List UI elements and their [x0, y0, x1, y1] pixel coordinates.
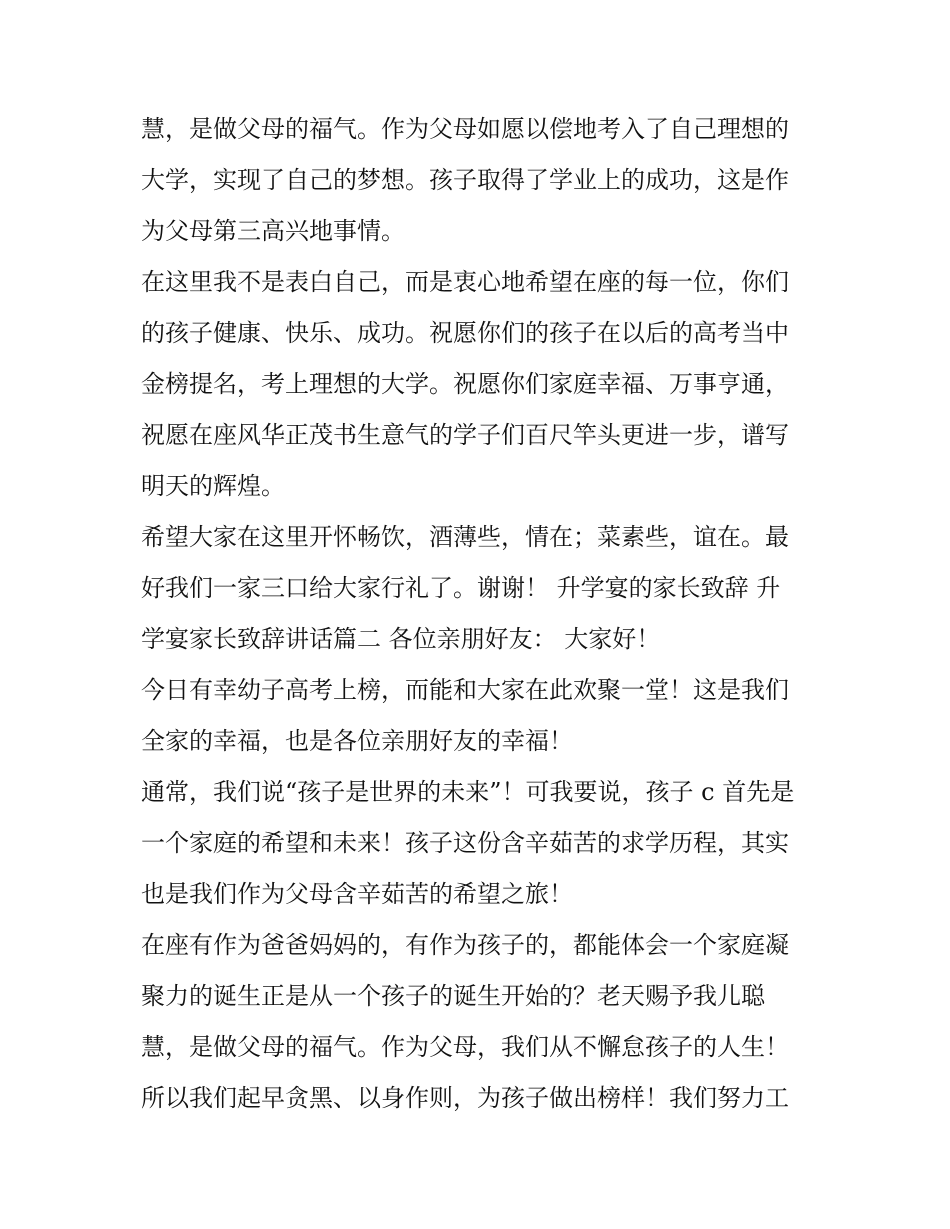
- document-body: [141, 104, 821, 1124]
- text-line: 明天的辉煌。: [141, 472, 285, 500]
- text-line: 通常，我们说“孩子是世界的未来”！可我要说，孩子 c 首先是: [141, 778, 795, 806]
- text-line: 全家的幸福，也是各位亲朋好友的幸福！: [141, 727, 573, 755]
- text-line: 聚力的诞生正是从一个孩子的诞生开始的？老天赐予我儿聪: [141, 982, 765, 1010]
- text-line: 慧，是做父母的福气。作为父母，我们从不懈怠孩子的人生！: [141, 1033, 789, 1061]
- text-line: 一个家庭的希望和未来！孩子这份含辛茹苦的求学历程，其实: [141, 829, 789, 857]
- text-line: 大学，实现了自己的梦想。孩子取得了学业上的成功，这是作: [141, 166, 789, 194]
- text-line: 所以我们起早贪黑、以身作则，为孩子做出榜样！我们努力工: [141, 1084, 789, 1112]
- text-line: 的孩子健康、快乐、成功。祝愿你们的孩子在以后的高考当中: [141, 319, 789, 347]
- text-line: 祝愿在座风华正茂书生意气的学子们百尺竿头更进一步，谱写: [141, 421, 789, 449]
- text-line: 希望大家在这里开怀畅饮，酒薄些，情在；菜素些，谊在。最: [141, 523, 789, 551]
- text-line: 学宴家长致辞讲话篇二 各位亲朋好友： 大家好！: [141, 625, 661, 653]
- text-line: 金榜提名，考上理想的大学。祝愿你们家庭幸福、万事亨通，: [141, 370, 789, 398]
- text-line: 好我们一家三口给大家行礼了。谢谢！ 升学宴的家长致辞 升: [141, 574, 781, 602]
- text-line: 今日有幸幼子高考上榜，而能和大家在此欢聚一堂！这是我们: [141, 676, 789, 704]
- text-line: 也是我们作为父母含辛茹苦的希望之旅！: [141, 880, 573, 908]
- text-line: 在这里我不是表白自己，而是衷心地希望在座的每一位，你们: [141, 268, 789, 296]
- text-line: 慧，是做父母的福气。作为父母如愿以偿地考入了自己理想的: [141, 115, 789, 143]
- text-line: 为父母第三高兴地事情。: [141, 217, 405, 245]
- text-line: 在座有作为爸爸妈妈的，有作为孩子的，都能体会一个家庭凝: [141, 931, 789, 959]
